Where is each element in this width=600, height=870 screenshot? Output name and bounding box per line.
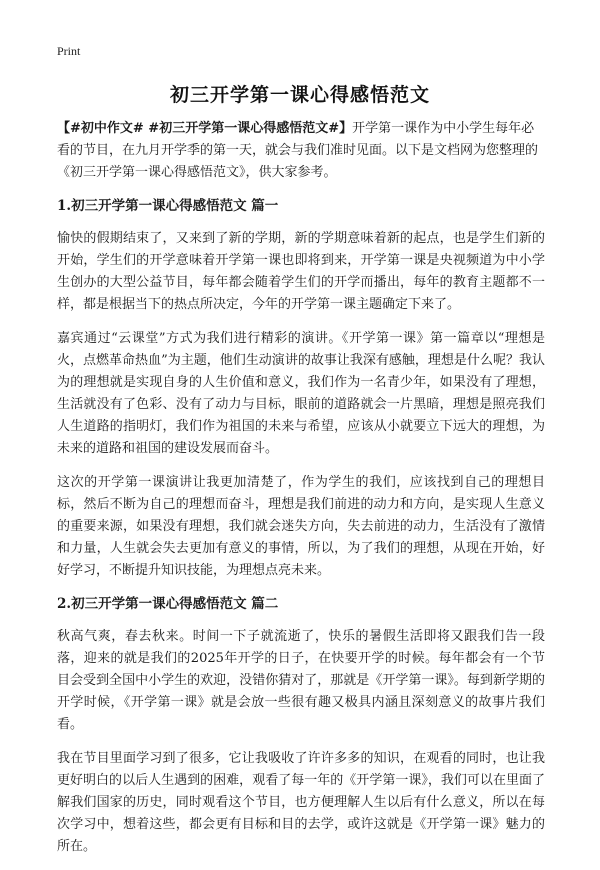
intro-text: 开学第一课作为中小学生每年必看的节目，在九月开学季的第一天，就会与我们准时见面。以下是文档网为您整理的《初三开学第一课心得感悟范文》，供大家参考。 — [57, 121, 539, 180]
section-heading-1: 1.初三开学第一课心得感悟范文 篇一 — [57, 198, 279, 214]
intro-paragraph — [57, 118, 545, 184]
page-title: 初三开学第一课心得感悟范文 — [169, 84, 430, 106]
section-1-paragraph-3: 这次的开学第一课演讲让我更加清楚了，作为学生的我们，应该找到自己的理想目标，然后不断为自己的理想而奋斗，理想是我们前进的动力和方向，是实现人生意义的重要来源，如果没有理想，我们就会迷失方向，失去前进的动力，生活没有了激情和力量，人生就会失去更加有意义的事情，所以，为了我们的理想，从现在开始，好好学习，不断提升知识技能，为理想点亮未来。 — [57, 475, 545, 578]
print-label: Print — [57, 44, 81, 58]
document-body — [57, 118, 545, 870]
section-1-paragraph-2: 嘉宾通过“云课堂”方式为我们进行精彩的演讲。《开学第一课》第一篇章以“理想是火，点燃革命热血”为主题，他们生动演讲的故事让我深有感触，理想是什么呢？我认为的理想就是实现自身的人生价值和意义，我们作为一名青少年，如果没有了理想，生活就没有了色彩、没有了动力与目标，眼前的道路就会一片黑暗，理想是照亮我们人生道路的指明灯，我们作为祖国的未来与希望，应该从小就要立下远大的理想，为未来的道路和祖国的建设发展而奋斗。 — [57, 331, 545, 456]
section-heading-2: 2.初三开学第一课心得感悟范文 篇二 — [57, 596, 279, 612]
section-2-paragraph-2: 我在节目里面学习到了很多，它让我吸收了许许多多的知识，在观看的同时，也让我更好明白的以后人生遇到的困难，观看了每一年的《开学第一课》，我们可以在里面了解我们国家的历史，同时观看这个节目，也方便理解人生以后有什么意义，所以在每次学习中，想着这些，都会更有目标和目的去学，或许这就是《开学第一课》魅力的所在。 — [57, 751, 545, 854]
intro-tags: 【#初中作文# #初三开学第一课心得感悟范文#】 — [57, 121, 353, 136]
section-2-paragraph-1: 秋高气爽，春去秋来。时间一下子就流逝了，快乐的暑假生活即将又跟我们告一段落，迎来的就是我们的2025年开学的日子，在快要开学的时候。每年都会有一个节目会受到全国中小学生的欢迎，没错你猜对了，那就是《开学第一课》。每到新学期的开学时候，《开学第一课》就是会放一些很有趣又极具内涵且深刻意义的故事片我们看。 — [57, 629, 545, 732]
section-1-paragraph-1: 愉快的假期结束了，又来到了新的学期，新的学期意味着新的起点，也是学生们新的开始，学生们的开学意味着开学第一课也即将到来，开学第一课是央视频道为中小学生创办的大型公益节目，每年都会随着学生们的开学而播出，每年的教育主题都不一样，都是根据当下的热点所决定，今年的开学第一课主题确定下来了。 — [57, 231, 545, 312]
